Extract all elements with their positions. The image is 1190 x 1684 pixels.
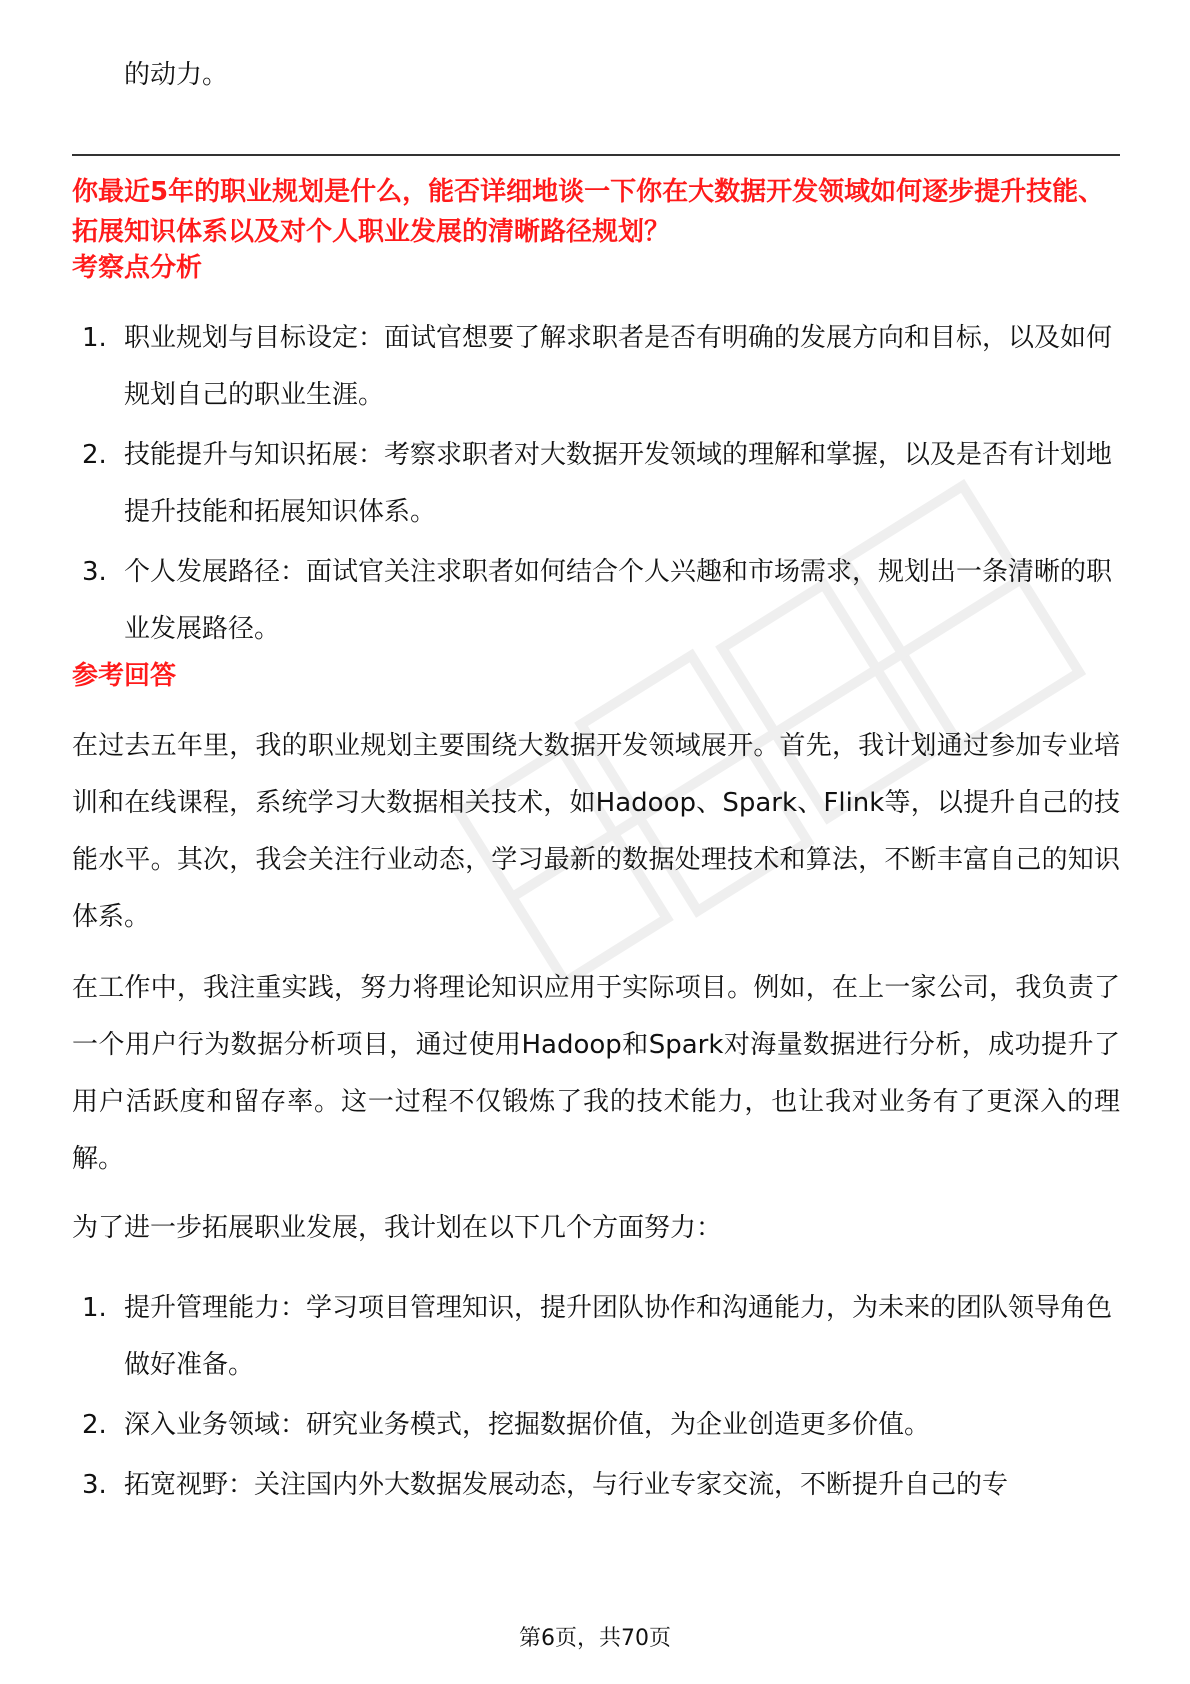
interview-question: 你最近5年的职业规划是什么，能否详细地谈一下你在大数据开发领域如何逐步提升技能、拓展知识体系以及对个人职业发展的清晰路径规划？ — [72, 177, 1105, 247]
list-item — [72, 1457, 1120, 1514]
list-item-number: 3. — [82, 1470, 107, 1500]
list-item-number: 1. — [82, 1293, 107, 1323]
list-item-text: 深入业务领域：研究业务模式，挖掘数据价值，为企业创造更多价值。 — [124, 1410, 931, 1440]
section-divider — [72, 154, 1120, 156]
list-item — [72, 310, 1120, 424]
list-item-text: 拓宽视野：关注国内外大数据发展动态，与行业专家交流，不断提升自己的专 — [124, 1470, 1009, 1500]
list-item-number: 2. — [82, 440, 107, 470]
continuation-text: 的动力。 — [124, 60, 229, 90]
answer-paragraph: 在工作中，我注重实践，努力将理论知识应用于实际项目。例如，在上一家公司，我负责了一个用户行为数据分析项目，通过使用Hadoop和Spark对海量数据进行分析，成功提升了用户活跃度和留存率。这一过程不仅锻炼了我的技术能力，也让我对业务有了更深入的理解。 — [72, 973, 1120, 1174]
answer-paragraph: 在过去五年里，我的职业规划主要围绕大数据开发领域展开。首先，我计划通过参加专业培训和在线课程，系统学习大数据相关技术，如Hadoop、Spark、Flink等，以提升自己的技能水平。其次，我会关注行业动态，学习最新的数据处理技术和算法，不断丰富自己的知识体系。 — [72, 731, 1120, 932]
list-item-text: 个人发展路径：面试官关注求职者如何结合个人兴趣和市场需求，规划出一条清晰的职业发展路径。 — [124, 557, 1113, 644]
list-item-number: 1. — [82, 323, 107, 353]
list-item — [72, 1280, 1120, 1394]
list-item — [72, 1397, 1120, 1454]
list-item-text: 职业规划与目标设定：面试官想要了解求职者是否有明确的发展方向和目标，以及如何规划自己的职业生涯。 — [124, 323, 1113, 410]
answer-heading: 参考回答 — [72, 661, 177, 691]
list-item-number: 2. — [82, 1410, 107, 1440]
answer-paragraph: 为了进一步拓展职业发展，我计划在以下几个方面努力： — [72, 1213, 723, 1243]
plan-list — [72, 1280, 1120, 1517]
list-item — [72, 427, 1120, 541]
analysis-list — [72, 310, 1120, 661]
analysis-heading: 考察点分析 — [72, 253, 203, 283]
list-item — [72, 544, 1120, 658]
page-footer: 第6页，共70页 — [519, 1626, 671, 1651]
list-item-text: 提升管理能力：学习项目管理知识，提升团队协作和沟通能力，为未来的团队领导角色做好准备。 — [124, 1293, 1113, 1380]
list-item-text: 技能提升与知识拓展：考察求职者对大数据开发领域的理解和掌握，以及是否有计划地提升技能和拓展知识体系。 — [124, 440, 1113, 527]
list-item-number: 3. — [82, 557, 107, 587]
